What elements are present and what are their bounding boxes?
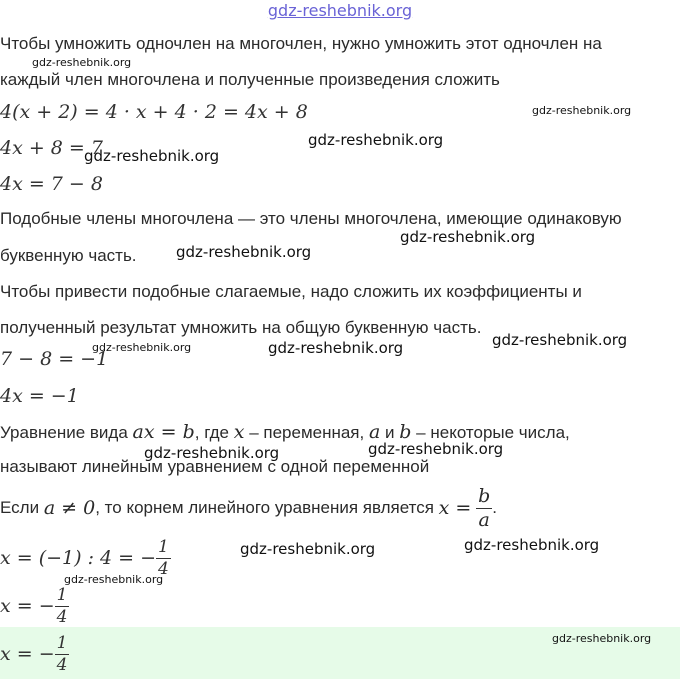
equation-step-2: 4x + 8 = 7 — [0, 137, 103, 159]
step6-denominator: 4 — [158, 558, 169, 579]
watermark: gdz-reshebnik.org — [308, 131, 444, 149]
linear-intro-text: Уравнение вида — [0, 423, 128, 442]
root-then-text: , то корнем линейного уравнения является — [95, 498, 434, 517]
linear-numbers-text: – некоторые числа, — [411, 423, 570, 442]
watermark: gdz-reshebnik.org — [240, 540, 376, 558]
watermark: gdz-reshebnik.org — [268, 339, 404, 357]
watermark: gdz-reshebnik.org — [32, 56, 132, 69]
similar-terms-line-1: Подобные члены многочлена — это члены многочлена, имеющие одинаковую — [0, 209, 622, 228]
root-formula-denominator: a — [478, 508, 490, 531]
root-formula-lhs: x = — [438, 497, 472, 519]
root-if-text: Если — [0, 498, 40, 517]
equation-step-5: 4x = −1 — [0, 385, 79, 407]
similar-terms-line-2: буквенную часть. — [0, 246, 137, 265]
rule-multiply-line-1: Чтобы умножить одночлен на многочлен, нужно умножить этот одночлен на — [0, 34, 602, 53]
answer-lhs: x = − — [0, 643, 55, 665]
answer-numerator: 1 — [56, 632, 68, 653]
watermark: gdz-reshebnik.org — [552, 632, 652, 645]
linear-variable-text: – переменная, — [244, 423, 365, 442]
inline-a-not-zero: a ≠ 0 — [43, 497, 96, 519]
linear-where-text: , где — [194, 423, 230, 442]
watermark: gdz-reshebnik.org — [532, 104, 632, 117]
watermark: gdz-reshebnik.org — [176, 243, 312, 261]
step6-fraction — [156, 536, 171, 579]
combine-terms-line-1: Чтобы привести подобные слагаемые, надо сложить их коэффициенты и — [0, 282, 582, 301]
answer-equation — [0, 631, 69, 677]
inline-ax-equals-b: ax = b — [132, 421, 195, 443]
step7-denominator: 4 — [56, 606, 68, 627]
root-formula-fraction — [476, 484, 492, 531]
watermark: gdz-reshebnik.org — [400, 228, 536, 246]
watermark: gdz-reshebnik.org — [64, 573, 164, 586]
equation-step-3: 4x = 7 − 8 — [0, 173, 103, 195]
root-rule-line: Если a ≠ 0 , то корнем линейного уравнения является x = $\frac{b}{a}$ . — [0, 484, 497, 531]
rule-multiply-line-2: каждый член многочлена и полученные произведения сложить — [0, 70, 500, 89]
root-formula-numerator: b — [478, 484, 491, 507]
watermark: gdz-reshebnik.org — [92, 341, 192, 354]
watermark: gdz-reshebnik.org — [464, 536, 600, 554]
linear-and-text: и — [380, 423, 395, 442]
step6-numerator: 1 — [158, 536, 169, 557]
equation-step-7 — [0, 583, 69, 629]
watermark: gdz-reshebnik.org — [84, 147, 220, 165]
inline-x: x — [233, 421, 245, 443]
watermark: gdz-reshebnik.org — [492, 331, 628, 349]
answer-denominator: 4 — [56, 654, 68, 675]
watermark: gdz-reshebnik.org — [144, 444, 280, 462]
combine-terms-line-2: полученный результат умножить на общую буквенную часть. — [0, 318, 482, 337]
step6-lhs: x = (−1) : 4 = − — [0, 547, 157, 569]
step7-lhs: x = − — [0, 595, 55, 617]
inline-b: b — [399, 421, 412, 443]
answer-fraction — [55, 632, 70, 675]
equation-step-1: 4(x + 2) = 4 · x + 4 · 2 = 4x + 8 — [0, 101, 308, 123]
linear-definition-line-2: называют линейным уравнением с одной переменной — [0, 457, 430, 476]
site-header-link[interactable]: gdz-reshebnik.org — [267, 1, 413, 20]
equation-step-4: 7 − 8 = −1 — [0, 348, 109, 370]
step7-numerator: 1 — [56, 584, 68, 605]
watermark: gdz-reshebnik.org — [368, 440, 504, 458]
step7-fraction — [55, 584, 70, 627]
inline-a: a — [368, 421, 381, 443]
